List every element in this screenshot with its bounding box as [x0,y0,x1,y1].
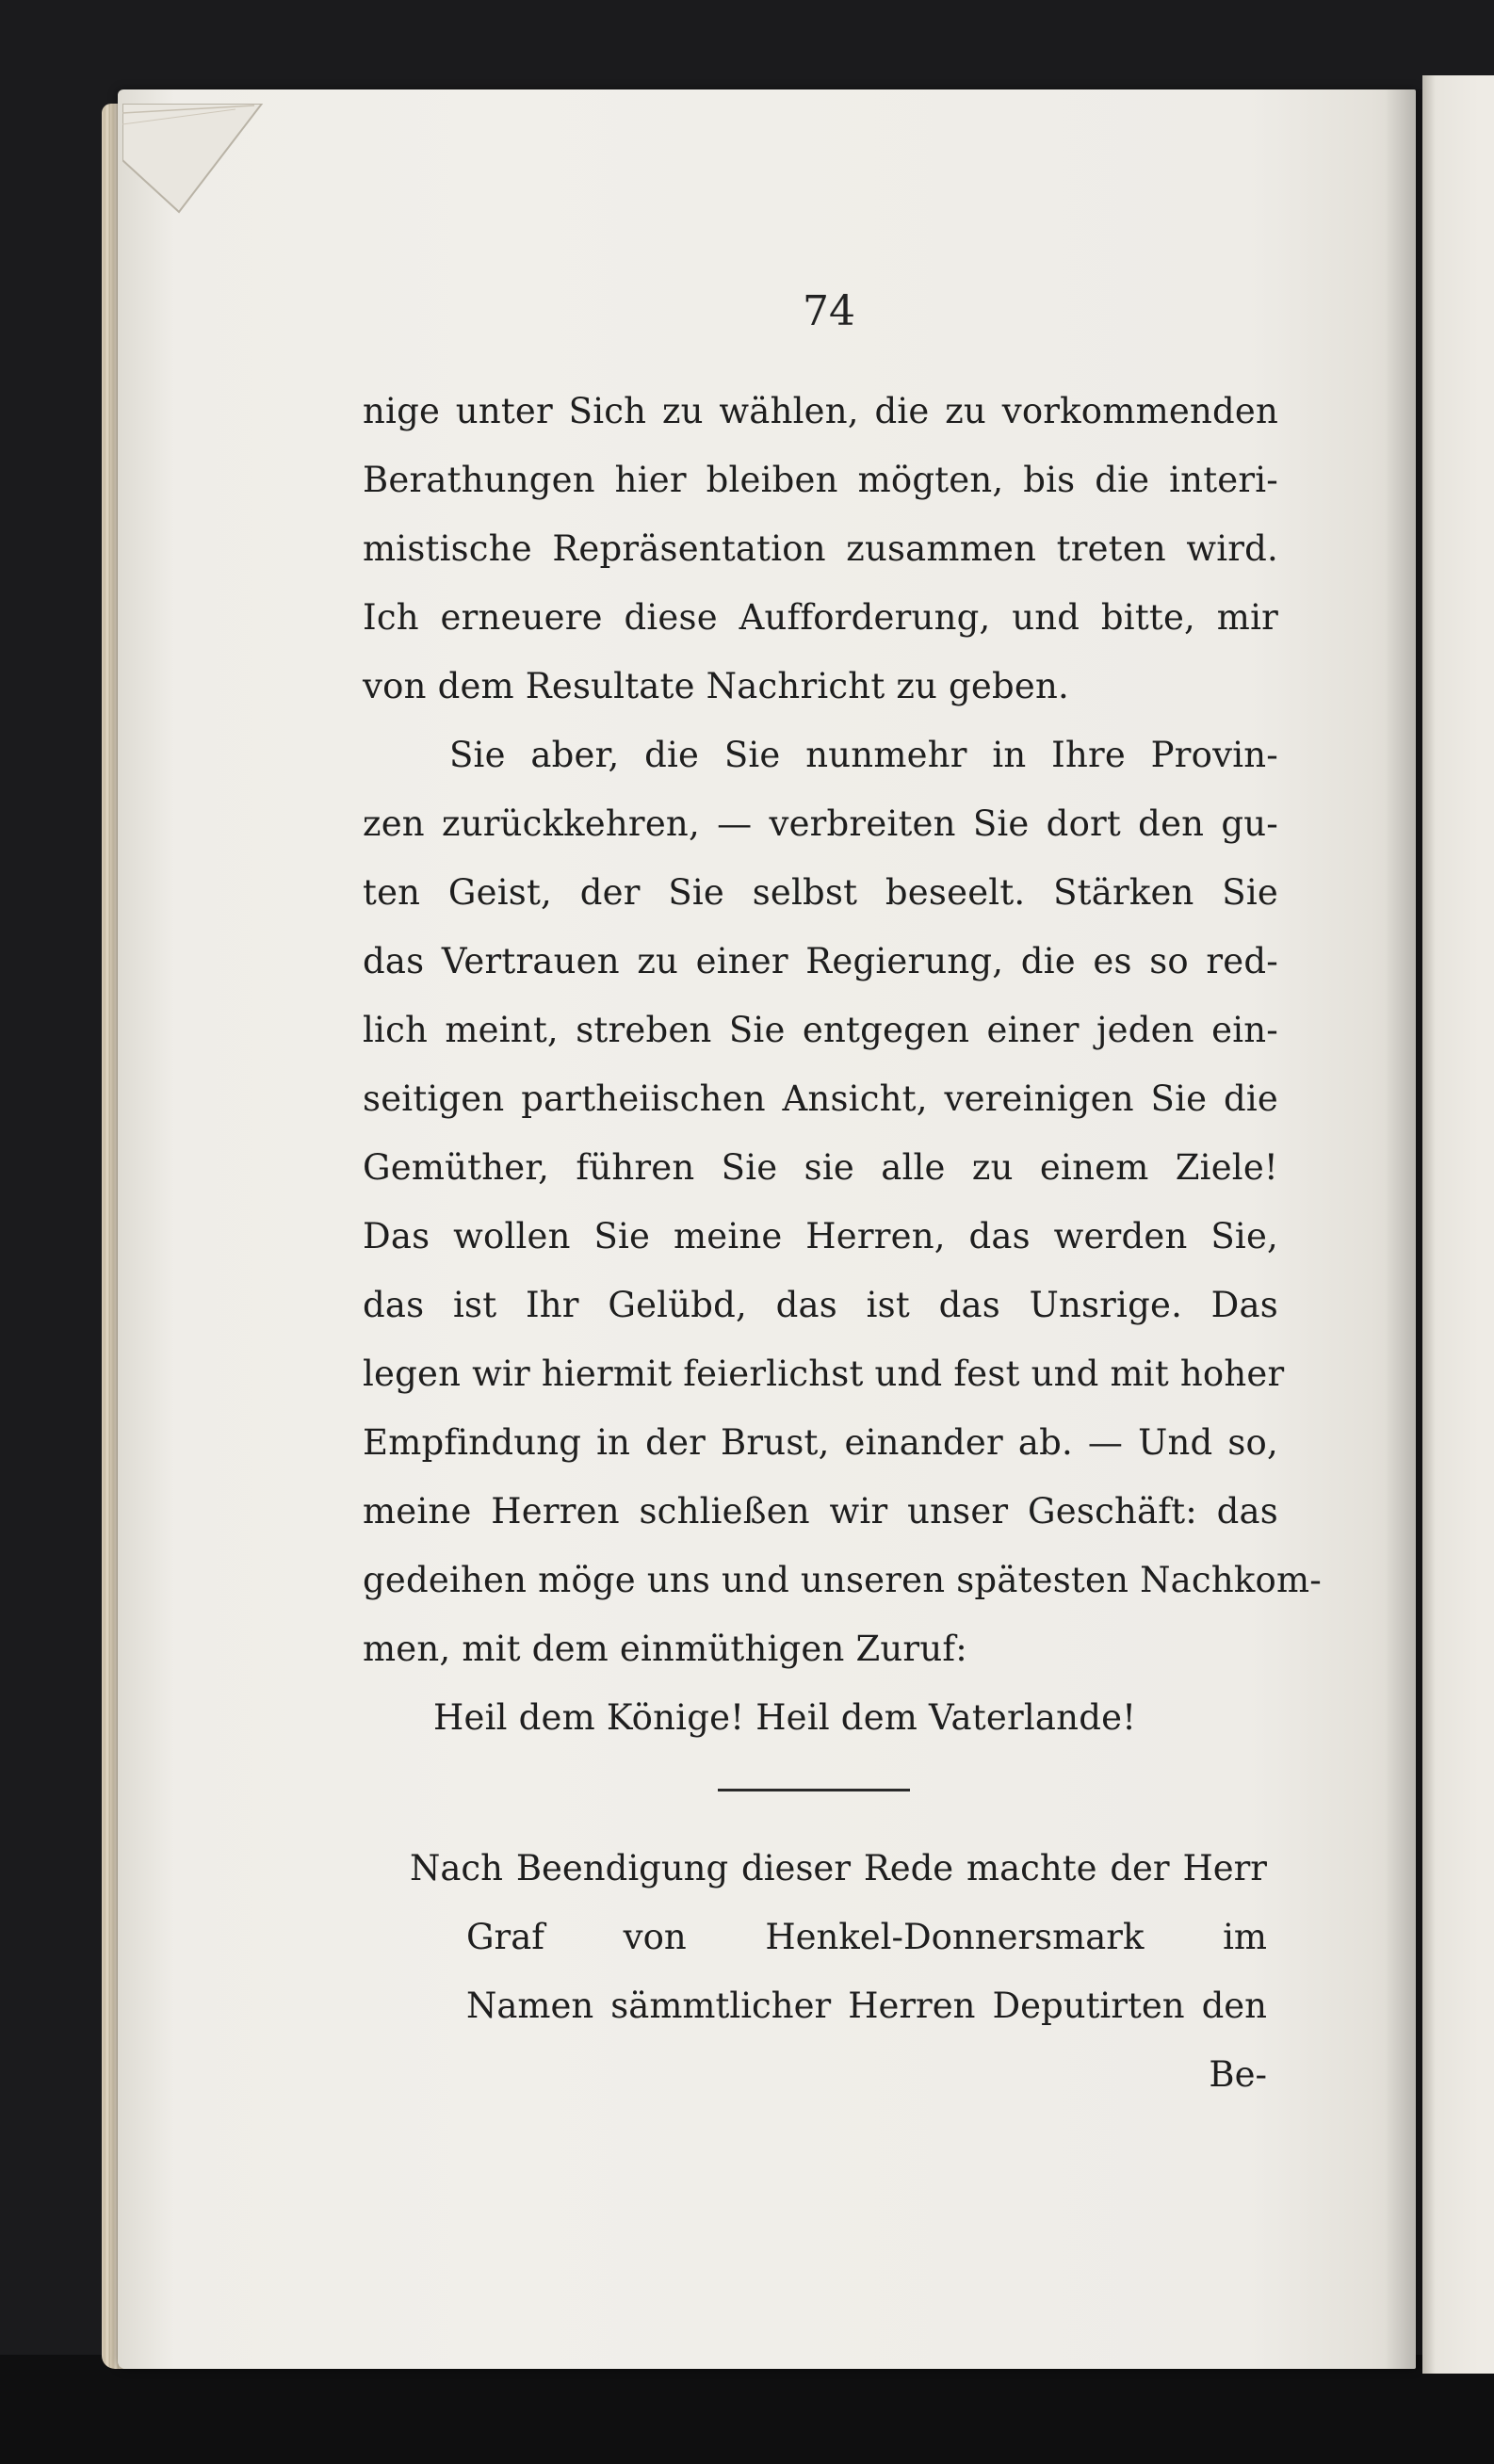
text-line: ten Geist, der Sie selbst beseelt. Stärken Sie [363,872,1278,913]
folded-corner-icon [122,104,264,217]
text-line: mistische Repräsentation zusammen treten wird. [363,528,1278,569]
text-line: men, mit dem einmüthigen Zuruf: [363,1629,967,1669]
text-line: Gemüther, führen Sie sie alle zu einem Ziele! [363,1147,1278,1188]
text-line: legen wir hiermit feierlichst und fest und mit hoher [363,1354,1285,1394]
note-line: Nach Beendigung dieser Rede machte der Herr [410,1848,1267,1889]
text-line: meine Herren schließen wir unser Geschäft: das [363,1491,1278,1532]
closing-exclamation: Heil dem Könige! Heil dem Vaterlande! [433,1697,1137,1738]
catchword: Be- [1209,2054,1267,2095]
note-line: Namen sämmtlicher Herren Deputirten den [466,1986,1267,2026]
text-line: Berathungen hier bleiben mögten, bis die interi- [363,460,1278,500]
dark-background [0,2355,1494,2464]
text-line: Ich erneuere diese Aufforderung, und bitte, mir [363,597,1278,638]
body-text [363,377,1322,1752]
page-number: 74 [803,287,855,335]
text-line: lich meint, streben Sie entgegen einer jeden ein- [363,1010,1278,1050]
gutter-shadow [1385,89,1422,2369]
narrative-note [410,1834,1267,2109]
text-line: seitigen partheiischen Ansicht, vereinigen Sie die [363,1078,1278,1119]
text-line: zen zurückkehren, — verbreiten Sie dort den gu- [363,803,1278,844]
text-line: das Vertrauen zu einer Regierung, die es so red- [363,941,1278,981]
section-divider [718,1789,910,1791]
facing-page-edge [1422,75,1494,2374]
text-line: von dem Resultate Nachricht zu geben. [363,666,1069,706]
text-line: nige unter Sich zu wählen, die zu vorkommenden [363,391,1278,431]
text-line: Das wollen Sie meine Herren, das werden Sie, [363,1216,1278,1256]
text-line: Sie aber, die Sie nunmehr in Ihre Provin- [449,735,1278,775]
note-line: Graf von Henkel-Donnersmark im [466,1917,1267,1957]
text-line: das ist Ihr Gelübd, das ist das Unsrige. Das [363,1285,1278,1325]
text-line: gedeihen möge uns und unseren spätesten Nachkom- [363,1560,1322,1600]
text-line: Empfindung in der Brust, einander ab. — Und so, [363,1422,1278,1463]
